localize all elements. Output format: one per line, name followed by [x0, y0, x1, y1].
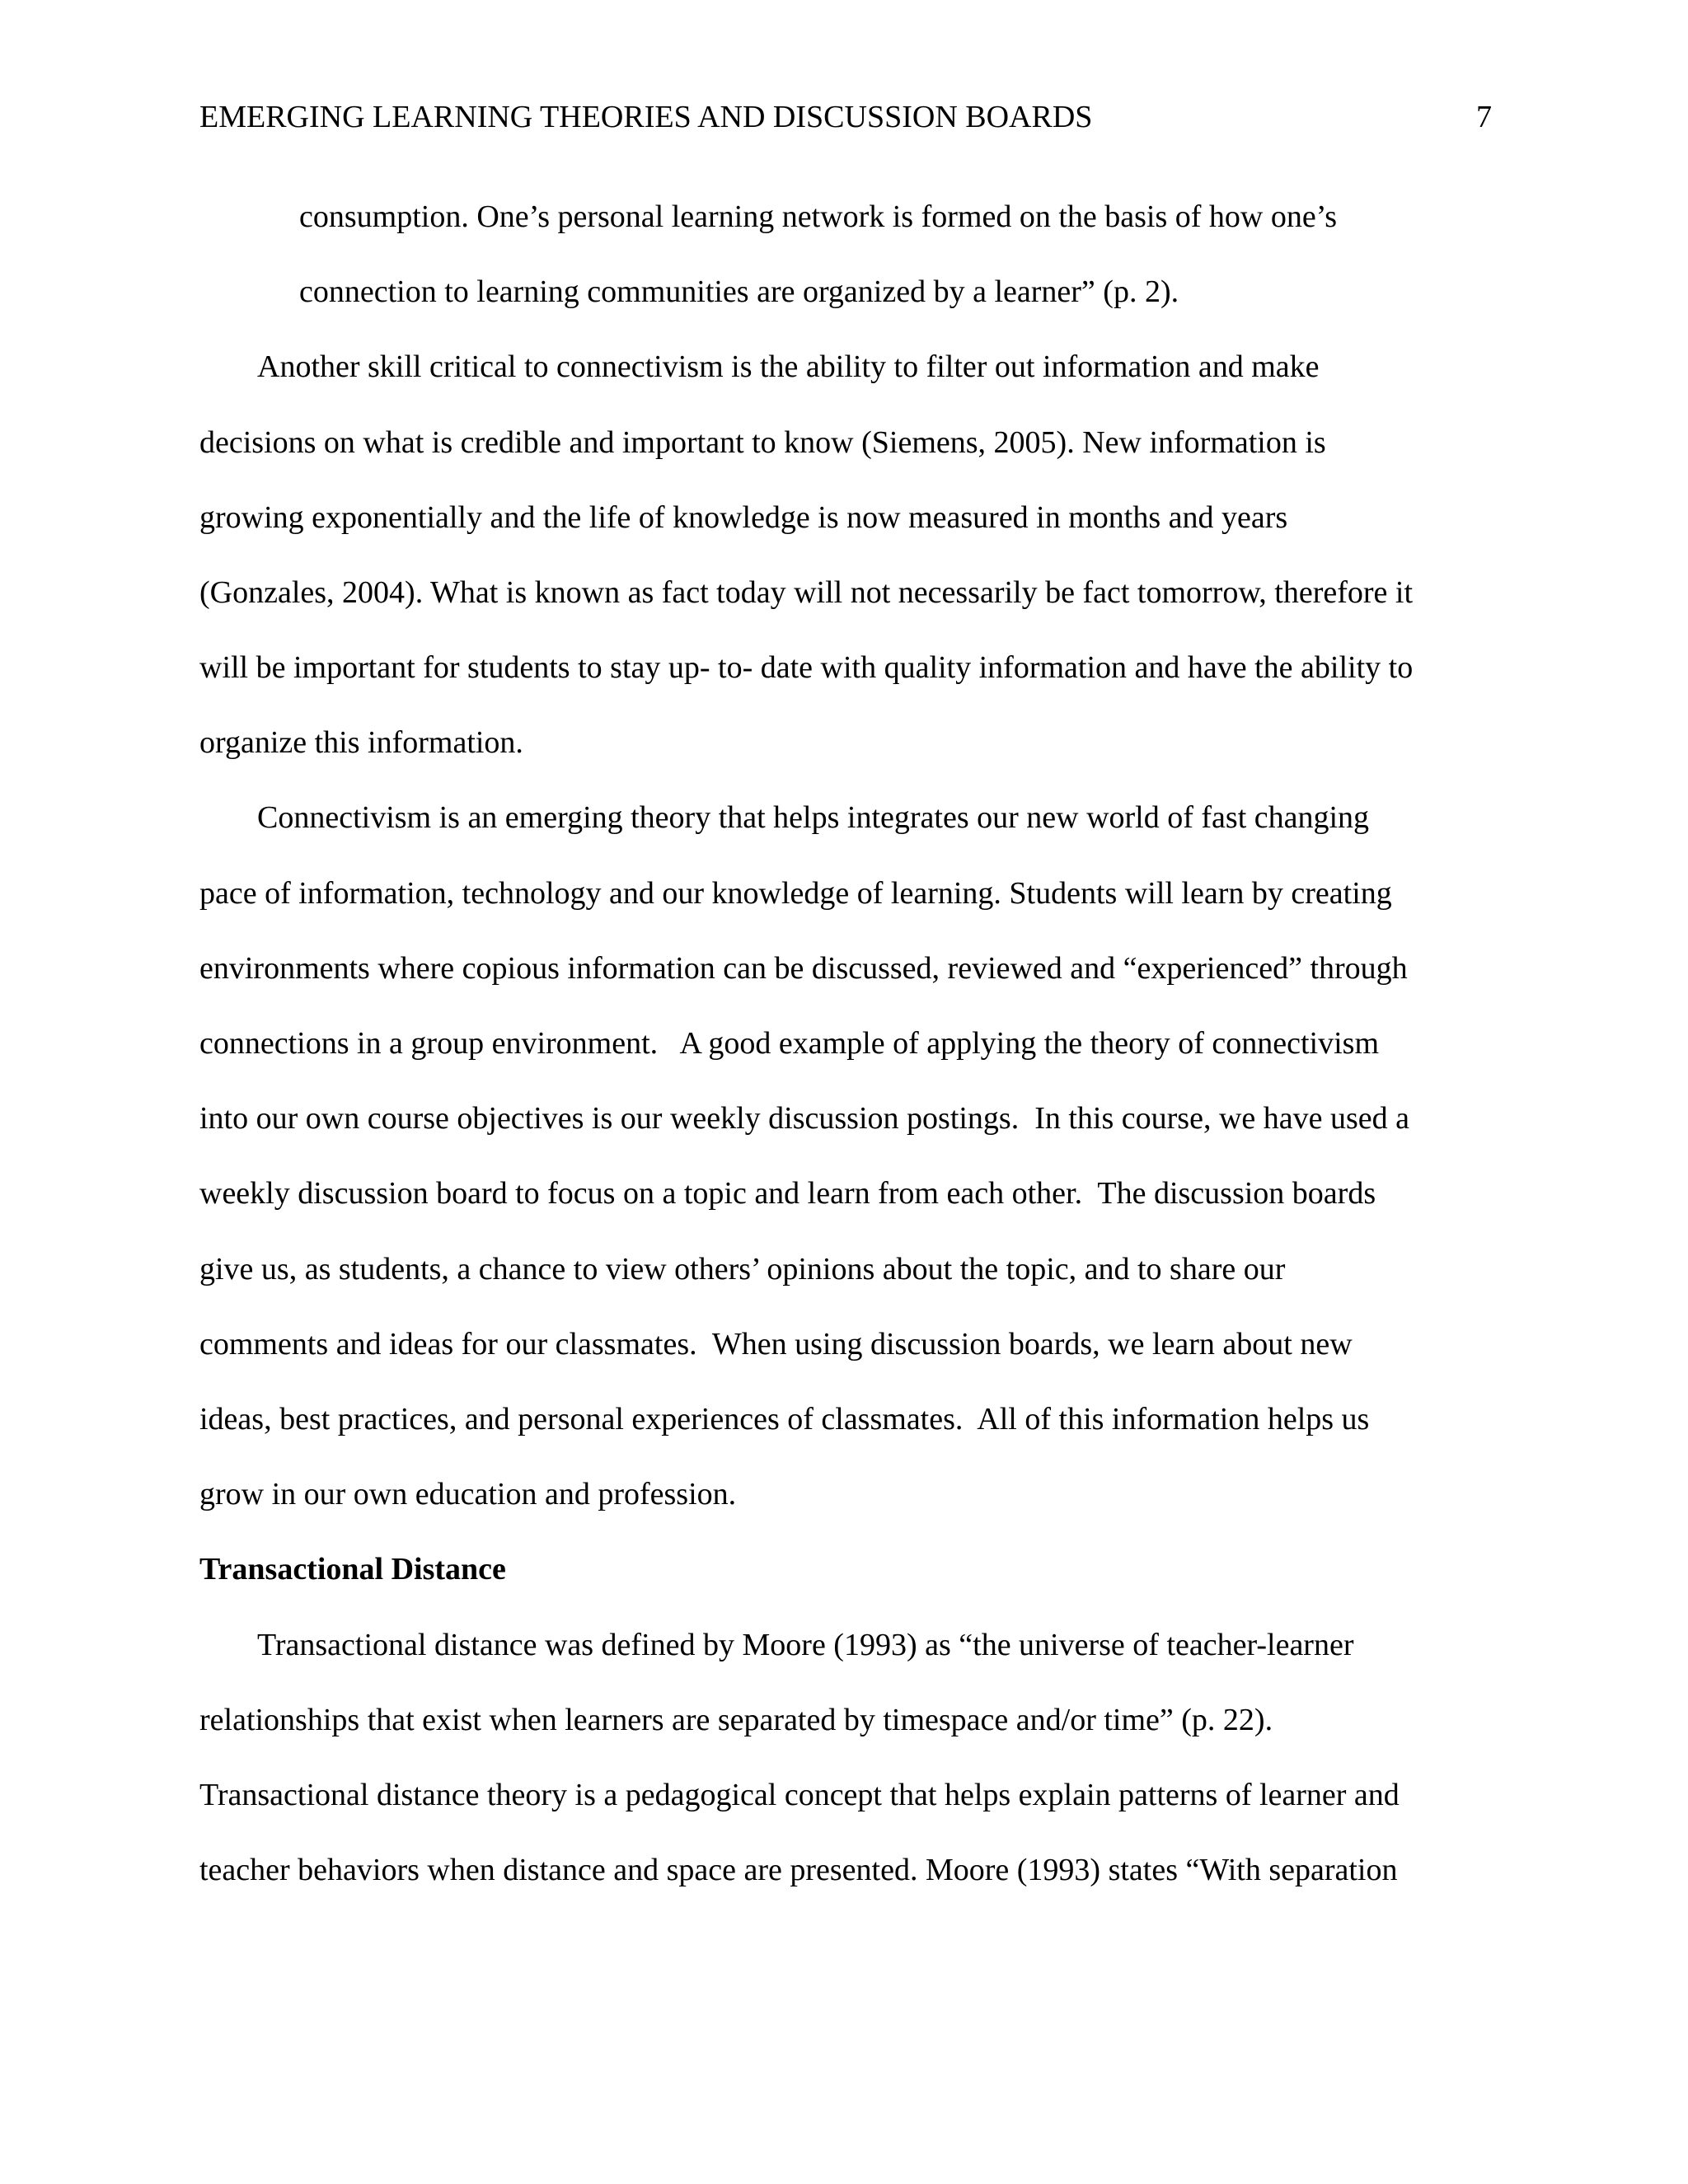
paragraph-line: ideas, best practices, and personal experiences of classmates. All of this information helps us: [199, 1402, 1370, 1436]
paragraph-line: relationships that exist when learners are separated by timespace and/or time” (p. 22).: [199, 1703, 1273, 1737]
paragraph-line: give us, as students, a chance to view others’ opinions about the topic, and to share our: [199, 1252, 1286, 1286]
paragraph-line: (Gonzales, 2004). What is known as fact today will not necessarily be fact tomorrow, therefore it: [199, 575, 1414, 610]
paragraph-line: connections in a group environment. A good example of applying the theory of connectivism: [199, 1026, 1380, 1061]
running-head: [199, 92, 1492, 142]
paragraph-line: comments and ideas for our classmates. When using discussion boards, we learn about new: [199, 1327, 1353, 1361]
block-quote-line: consumption. One’s personal learning network is formed on the basis of how one’s: [299, 199, 1338, 234]
running-title: EMERGING LEARNING THEORIES AND DISCUSSION BOARDS: [199, 100, 1093, 134]
paragraph-line: into our own course objectives is our weekly discussion postings. In this course, we have used a: [199, 1101, 1410, 1136]
block-quote-line: connection to learning communities are organized by a learner” (p. 2).: [299, 274, 1179, 309]
paragraph-line: teacher behaviors when distance and space are presented. Moore (1993) states “With separation: [199, 1853, 1398, 1887]
paragraph-line: grow in our own education and profession.: [199, 1477, 737, 1511]
paragraph-line: Connectivism is an emerging theory that helps integrates our new world of fast changing: [257, 800, 1370, 835]
section-heading: Transactional Distance: [199, 1552, 506, 1586]
paragraph-line: environments where copious information can be discussed, reviewed and “experienced” through: [199, 951, 1408, 986]
page-number: 7: [1476, 100, 1492, 134]
paragraph-line: weekly discussion board to focus on a topic and learn from each other. The discussion boards: [199, 1176, 1376, 1211]
paragraph-line: Transactional distance theory is a pedagogical concept that helps explain patterns of learner and: [199, 1778, 1400, 1812]
paragraph-line: Another skill critical to connectivism is the ability to filter out information and make: [257, 349, 1320, 384]
paragraph-line: decisions on what is credible and important to know (Siemens, 2005). New information is: [199, 425, 1326, 460]
paragraph-line: will be important for students to stay up- to- date with quality information and have the ability to: [199, 650, 1414, 685]
paragraph-line: pace of information, technology and our knowledge of learning. Students will learn by creating: [199, 876, 1392, 911]
paragraph-line: Transactional distance was defined by Moore (1993) as “the universe of teacher-learner: [257, 1628, 1354, 1662]
paragraph-line: organize this information.: [199, 725, 523, 760]
paragraph-line: growing exponentially and the life of knowledge is now measured in months and years: [199, 500, 1288, 535]
